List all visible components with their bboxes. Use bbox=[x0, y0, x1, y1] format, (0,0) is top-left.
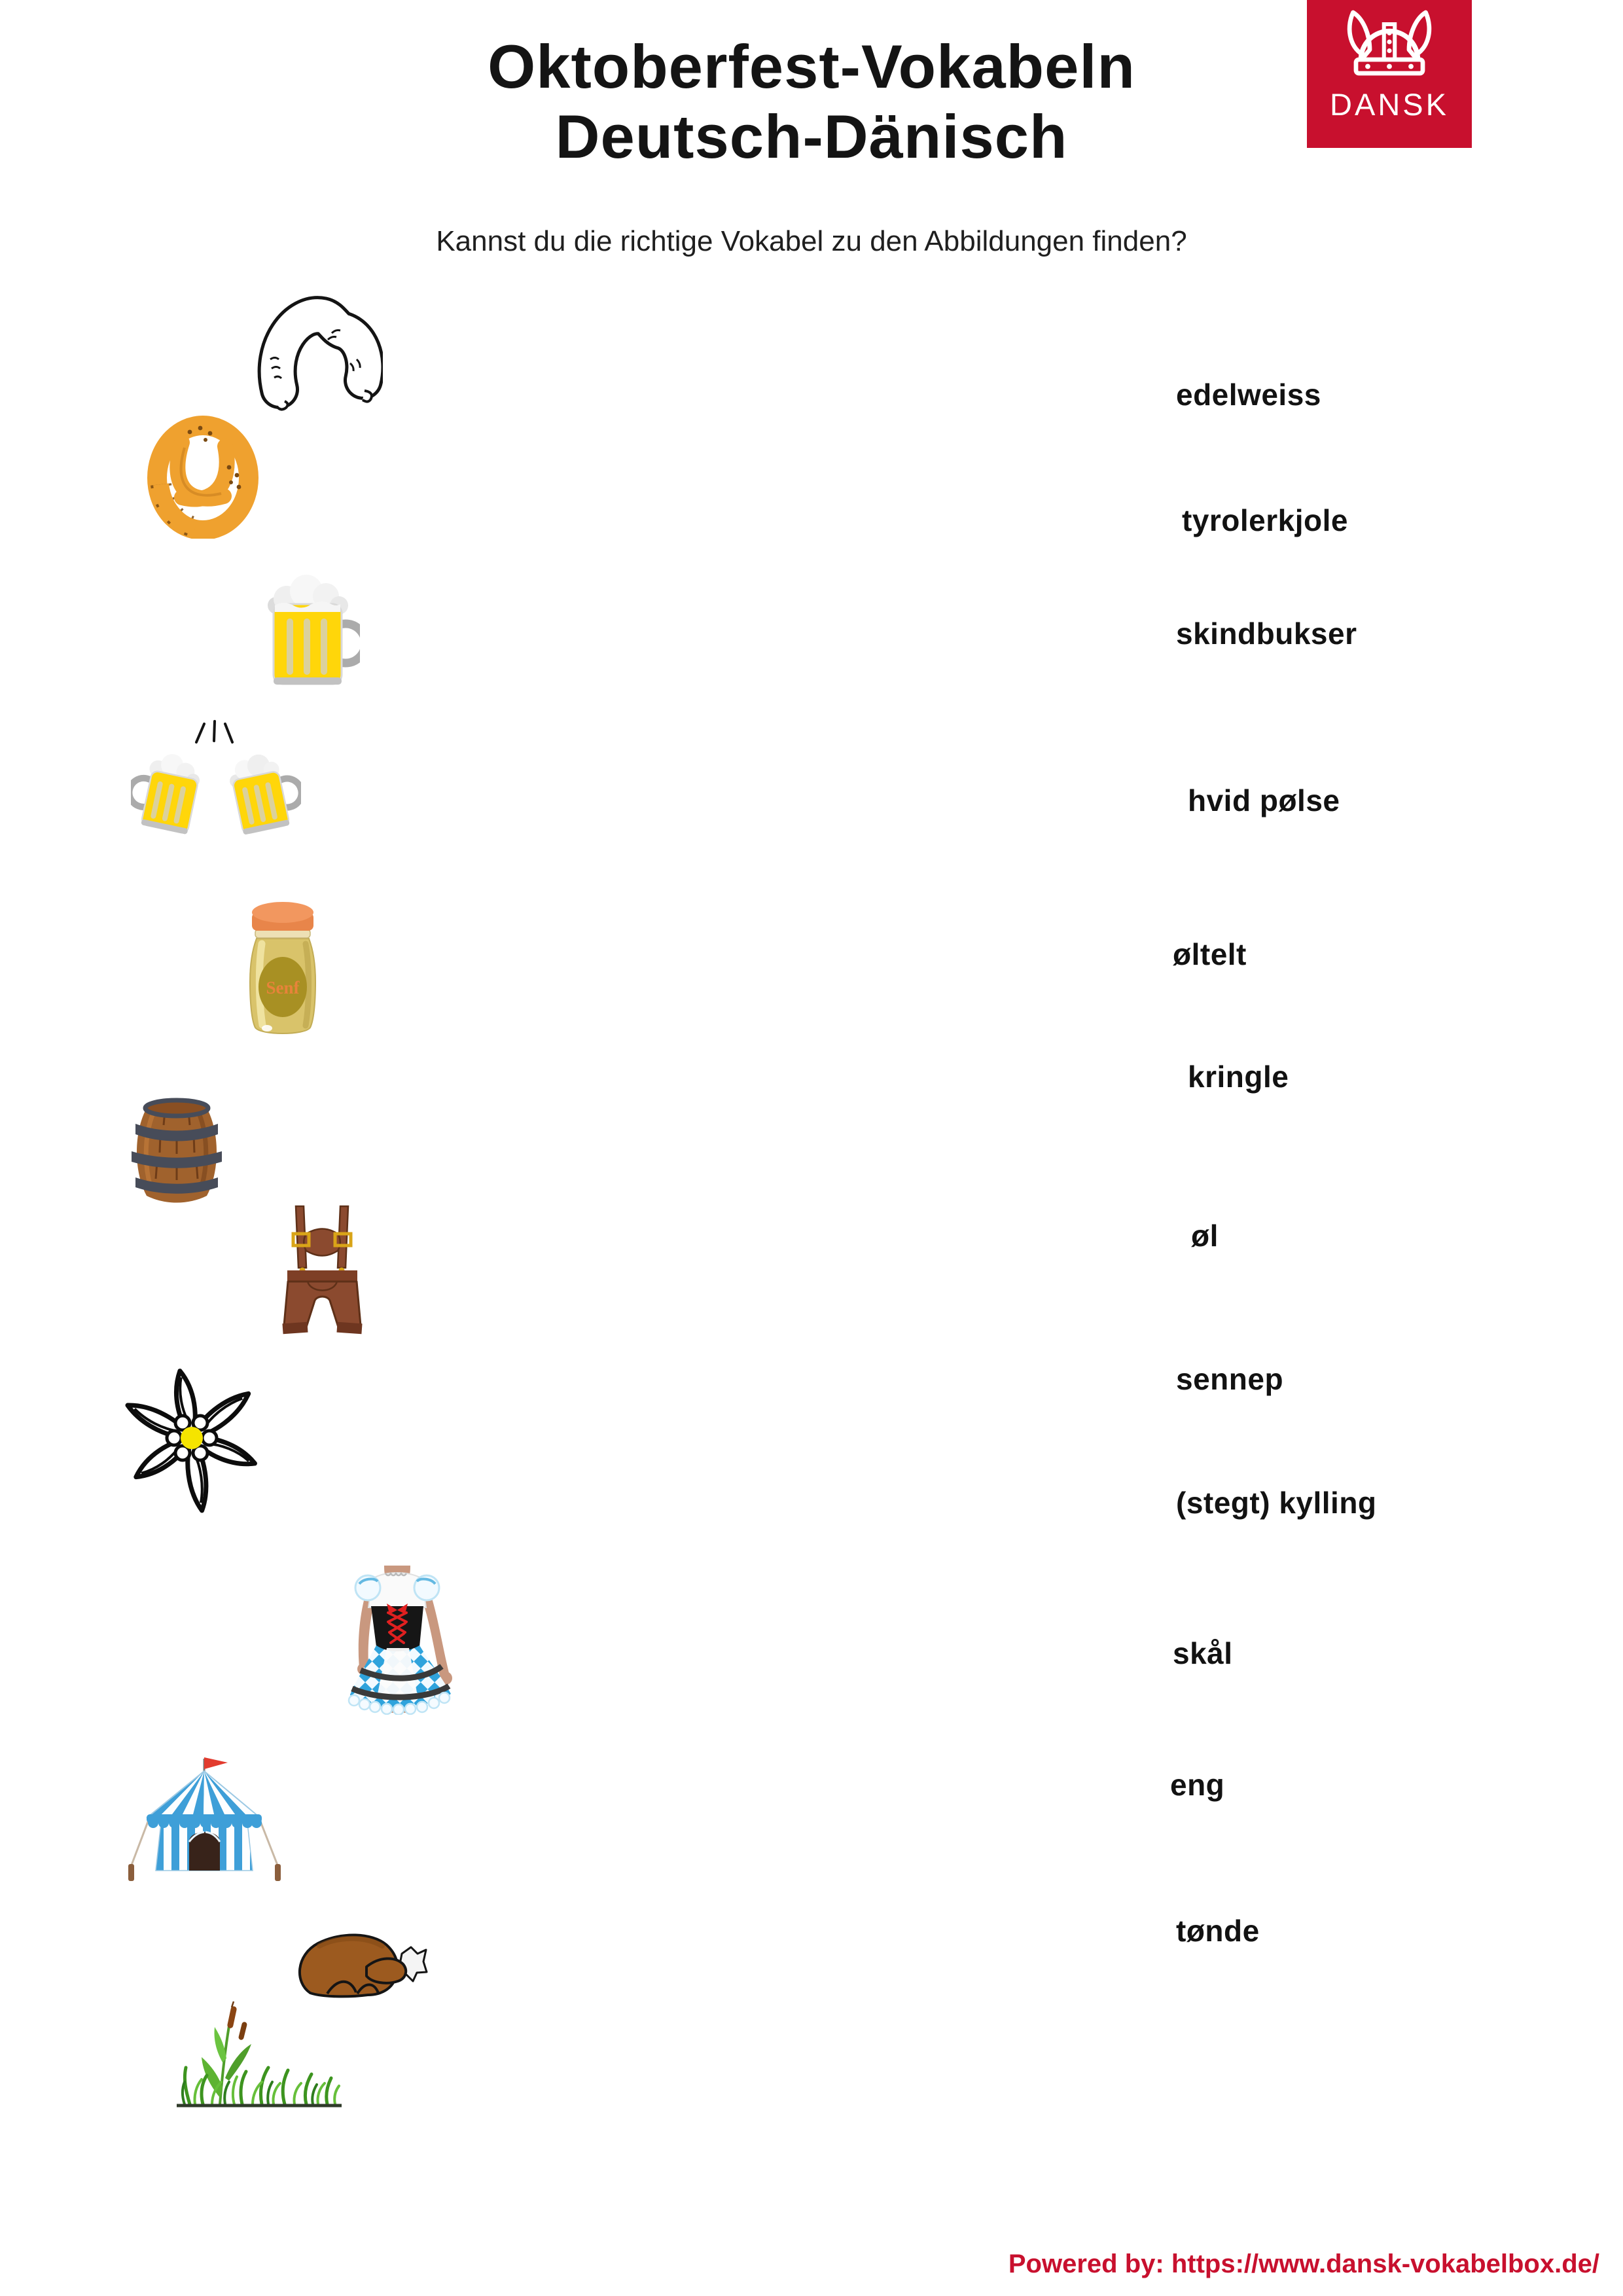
pretzel-image bbox=[145, 404, 260, 539]
roast-chicken-image bbox=[288, 1928, 429, 2009]
pretzel-icon bbox=[145, 404, 260, 539]
edelweiss-flower-icon bbox=[108, 1358, 281, 1518]
title-line1: Oktoberfest-Vokabeln bbox=[488, 32, 1135, 101]
word-toende: tønde bbox=[1176, 1914, 1260, 1948]
word-skaal: skål bbox=[1173, 1636, 1233, 1670]
beer-mug-icon bbox=[262, 566, 360, 691]
white-sausage-icon bbox=[252, 291, 383, 416]
word-sennep: sennep bbox=[1176, 1362, 1284, 1396]
grass-meadow-icon bbox=[164, 2000, 350, 2121]
beer-tent-image bbox=[124, 1754, 285, 1888]
white-sausage-image bbox=[252, 291, 383, 416]
page-subtitle: Kannst du die richtige Vokabel zu den Abbildungen finden? bbox=[436, 225, 1187, 257]
mustard-jar-image bbox=[242, 897, 324, 1041]
title-line2: Deutsch-Dänisch bbox=[555, 102, 1068, 171]
lederhosen-image bbox=[281, 1201, 363, 1365]
mustard-jar-icon bbox=[242, 897, 324, 1041]
dirndl-dress-icon bbox=[330, 1564, 465, 1715]
dirndl-dress-image bbox=[330, 1564, 465, 1715]
beer-mug-image bbox=[262, 566, 360, 691]
word-skindbukser: skindbukser bbox=[1176, 617, 1357, 651]
beer-tent-icon bbox=[124, 1754, 285, 1888]
word-stegt-kylling: (stegt) kylling bbox=[1176, 1486, 1377, 1520]
word-oel: øl bbox=[1191, 1219, 1219, 1253]
word-edelweiss: edelweiss bbox=[1176, 378, 1321, 412]
viking-helmet-icon bbox=[1340, 7, 1438, 85]
clinking-beer-mugs-image bbox=[131, 713, 301, 844]
clinking-beer-mugs-icon bbox=[131, 713, 301, 844]
wooden-barrel-icon bbox=[131, 1096, 223, 1208]
footer-link[interactable]: Powered by: https://www.dansk-vokabelbox.de/ bbox=[1008, 2250, 1599, 2278]
mustard-jar-label: Senf bbox=[266, 978, 300, 997]
dansk-logo bbox=[1307, 0, 1472, 148]
word-oeltelt: øltelt bbox=[1173, 937, 1247, 971]
word-kringle: kringle bbox=[1188, 1060, 1289, 1094]
wooden-barrel-image bbox=[131, 1096, 223, 1208]
logo-text: DANSK bbox=[1330, 87, 1449, 122]
roast-chicken-icon bbox=[288, 1928, 429, 2009]
edelweiss-flower-image bbox=[108, 1358, 281, 1518]
grass-meadow-image bbox=[164, 2000, 350, 2121]
lederhosen-icon bbox=[281, 1201, 363, 1365]
word-tyrolerkjole: tyrolerkjole bbox=[1182, 503, 1348, 537]
word-hvid-poelse: hvid pølse bbox=[1188, 783, 1340, 817]
word-eng: eng bbox=[1170, 1768, 1225, 1802]
